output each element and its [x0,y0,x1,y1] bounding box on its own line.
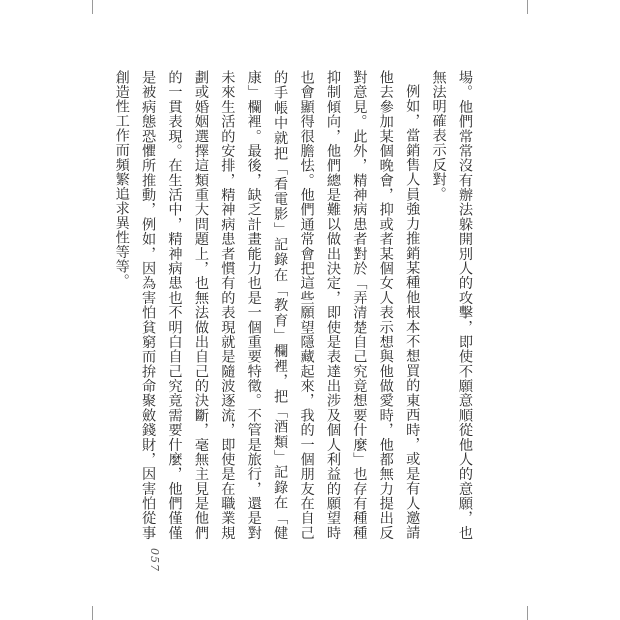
crop-mark-top-left [92,0,93,14]
paragraph-1: 場。他們常常沒有辦法躲開別人的攻擊，即使不願意順從他人的意願，也無法明確表示反對。 [430,70,473,540]
paragraph-2: 例如，當銷售人員強力推銷某種他根本不想買的東西時，或是有人邀請他去參加某個晚會，抑或者某個女人表示想與他做愛時，他都無力提出反對意見。此外，精神病患者對於「弄清楚自己究竟想要什麼」也存有種種抑制傾向，他們總是難以做出決定，即使是表達出涉及個人利益的願望時也會顯得很膽怯。他們通常會把這些願望隱藏起來，我的一個朋友在自己的手帳中就把「看電影」記錄在「教育」欄裡，把「酒類」記錄在「健康」欄裡。最後，缺乏計畫能力也是一個重要特徵。不管是旅行，還是對未來生活的安排，精神病患者慣有的表現就是隨波逐流，即使是在職業規劃或婚姻選擇這類重大問題上，也無法做出自己的決斷，毫無主見是他們的一貫表現。在生活中，精神病患也不明白自己究竟需要什麼，他們僅僅是被病態恐懼所推動，例如，因為害怕貧窮而拚命聚斂錢財，因害怕從事創造性工作而頻繁追求異性等等。 [113,70,421,540]
crop-mark-top-right [527,0,528,14]
crop-mark-bottom-right [527,606,528,620]
body-text [108,70,478,540]
page-number: 057 [148,548,161,572]
crop-mark-bottom-left [92,606,93,620]
